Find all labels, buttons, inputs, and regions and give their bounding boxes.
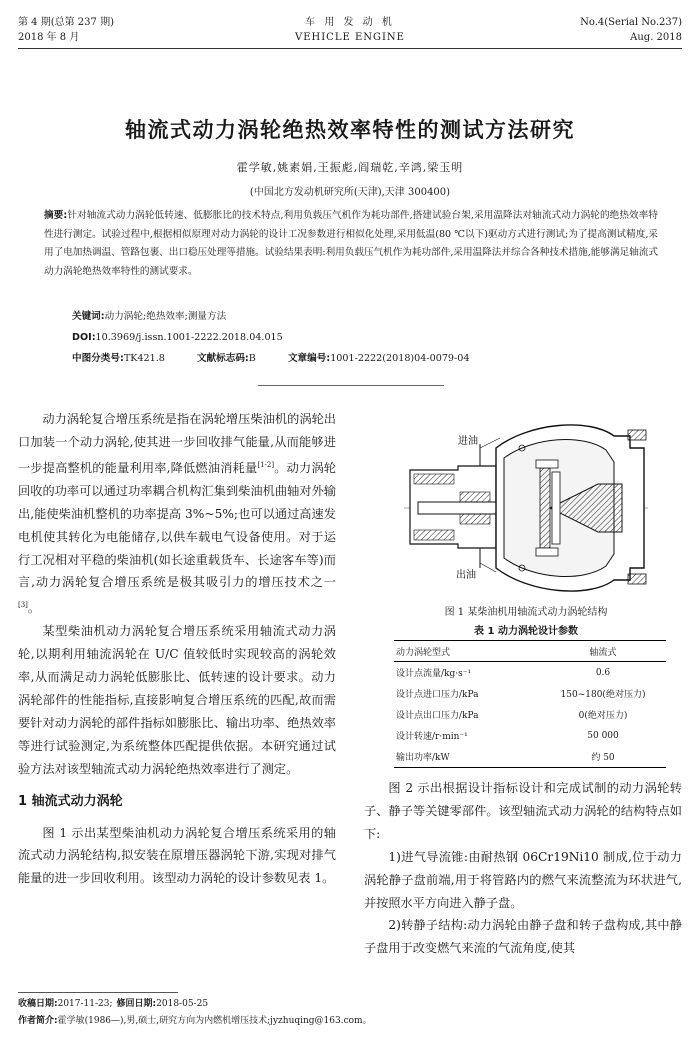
right-paragraph-1: 图 2 示出根据设计指标设计和完成试制的动力涡轮转子、静子等关键零部件。该型轴流式动力涡轮的结构特点如下: — [364, 781, 682, 841]
table-cell: 约 50 — [540, 746, 666, 768]
blade-lower — [536, 548, 558, 556]
design-parameters-table — [394, 640, 666, 768]
abstract-text: 针对轴流式动力涡轮低转速、低膨胀比的技术特点,利用负载压气机作为耗功部件,搭建试验台架,采用温降法对轴流式动力涡轮的绝热效率特性进行测定。试验过程中,根据相似原理对动力涡轮的设计工况参数进行相似化处理,采用低温(80 ℃以下)驱动方式进行测试;为了提高测试精度,采用了电加热调温、管路包裹、出口稳压处理等措施。试验结果表明:利用负载压气机作为耗功部件,采用温降法并综合各种技术措施,能够满足轴流式动力涡轮绝热效率特性的测试要求。 — [44, 210, 658, 277]
table-cell: 设计点进口压力/kPa — [396, 690, 479, 700]
oil-inlet-label: 进油 — [458, 436, 478, 447]
table-cell: 150~180(绝对压力) — [560, 690, 646, 700]
citation-1-2: [1-2] — [257, 460, 275, 469]
housing-wall-bottom — [414, 530, 454, 540]
received-label: 收稿日期: — [18, 999, 58, 1009]
table-row — [394, 704, 666, 725]
table-cell: 轴流式 — [540, 641, 666, 662]
table-cell: 设计点出口压力/kPa — [396, 711, 479, 721]
p1-text-c: 。 — [27, 601, 41, 616]
right-paragraph-2: 1)进气导流锥:由耐热钢 06Cr19Ni10 制成,位于动力涡轮静子盘前端,用于将管路内的燃气来流整流为环状进气,并按照水平方向进入静子盘。 — [364, 849, 682, 910]
section-heading-1: 1 轴流式动力涡轮 — [18, 793, 123, 809]
classification-line — [72, 352, 632, 366]
doi-label: DOI: — [72, 332, 96, 343]
right-paragraph-3: 2)转静子结构:动力涡轮由静子盘和转子盘构成,其中静子盘用于改变燃气来流的气流角度,使其 — [364, 918, 682, 956]
outlet-leader — [480, 563, 496, 572]
doi-text: 10.3969/j.issn.1001-2222.2018.04.015 — [95, 332, 283, 343]
stator-disk — [552, 472, 560, 544]
table-cell: 设计点流量/kg·s⁻¹ — [396, 669, 472, 679]
clc-value: TK421.8 — [123, 353, 165, 364]
keywords-line — [72, 310, 226, 324]
revised-label: 修回日期: — [116, 999, 157, 1009]
blade-upper — [536, 460, 558, 468]
citation-3: [3] — [18, 601, 28, 610]
received-date: 2017-11-23; — [57, 999, 113, 1009]
table-cell: 输出功率/kW — [394, 746, 540, 768]
intro-paragraph-1 — [18, 408, 336, 620]
header-serial: No.4(Serial No.237) — [580, 17, 682, 28]
paper-title: 轴流式动力涡轮绝热效率特性的测试方法研究 — [125, 118, 575, 142]
author-bio-line — [18, 1014, 372, 1029]
article-no-value: 1001-2222(2018)04-0079-04 — [330, 353, 470, 364]
received-line — [18, 997, 208, 1012]
intro-paragraph-2: 某型柴油机动力涡轮复合增压系统采用轴流式动力涡轮,以期利用轴流涡轮在 U/C 值较低时实现较高的涡轮效率,从而满足动力涡轮低膨胀比、低转速的设计要求。动力涡轮部件的性能指标,直接影响复合增压系统的匹配,故而需要针对动力涡轮的部件指标如膨胀比、输出功率、绝热效率等进行试验测定,为系统整体匹配提供依据。本研究通过试验方法对该型轴流式动力涡轮绝热效率进行了测定。 — [18, 624, 336, 776]
header-issue: 第 4 期(总第 237 期) — [18, 17, 114, 28]
housing-wall-top — [414, 474, 454, 484]
rotor-disk — [540, 468, 550, 548]
clc-label: 中图分类号: — [72, 353, 124, 364]
bearing-lower — [460, 514, 490, 524]
table-cell: 0(绝对压力) — [578, 711, 628, 721]
table-cell: 0.6 — [595, 667, 611, 678]
keywords-text: 动力涡轮;绝热效率;测量方法 — [104, 311, 227, 322]
table-row — [394, 746, 666, 768]
table-1-caption: 表 1 动力涡轮设计参数 — [474, 626, 578, 637]
p1-text-a: 动力涡轮复合增压系统是指在涡轮增压柴油机的涡轮出口加装一个动力涡轮,使其进一步回收排气能量,从而能够进一步提高整机的能量利用率,降低燃油消耗量 — [18, 412, 336, 475]
author-bio-label: 作者简介: — [18, 1016, 58, 1026]
header-journal-cn: 车 用 发 动 机 — [305, 17, 395, 28]
table-cell: 动力涡轮型式 — [394, 641, 540, 662]
header-journal-en: VEHICLE ENGINE — [294, 32, 405, 43]
keywords-label: 关键词: — [72, 311, 105, 322]
header-rule — [18, 48, 682, 49]
footnote-rule — [18, 992, 178, 993]
table-cell: 设计转速/r·min⁻¹ — [396, 732, 468, 742]
left-column — [18, 408, 336, 890]
author-bio-text: 霍学敏(1986—),男,硕士,研究方向为内燃机增压技术;jyzhuqing@163.com。 — [57, 1016, 372, 1026]
figure-1-caption: 图 1 某柴油机用轴流式动力涡轮结构 — [444, 607, 608, 618]
revised-date: 2018-05-25 — [156, 999, 209, 1009]
table-row — [394, 662, 666, 684]
author-list: 霍学敏,姚素娟,王振彪,阎瑞乾,辛鸿,梁玉明 — [236, 161, 464, 174]
doc-code-label: 文献标志码: — [196, 353, 249, 364]
flange-lower — [628, 574, 646, 584]
flange-upper — [628, 430, 646, 440]
abstract — [44, 207, 658, 281]
bearing-upper — [460, 492, 490, 502]
p1-text-b: 。动力涡轮回收的功率可以通过功率耦合机构汇集到柴油机曲轴对外输出,能使柴油机整机的功率提高 3%~5%;也可以通过高速发电机使其转化为电能储存,以供车载电气设备使用。对于运行工况相对平稳的柴油机(如长途重载货车、长途客车等)而言,动力涡轮复合增压系统是极其吸引力的增压技术之一 — [18, 460, 337, 590]
table-row — [394, 725, 666, 746]
affiliation: (中国北方发动机研究所(天津),天津 300400) — [249, 187, 451, 198]
table-header-row — [394, 641, 666, 662]
doi-line — [72, 331, 283, 345]
turbine-structure-figure — [400, 408, 652, 596]
oil-outlet-label: 出油 — [456, 570, 476, 581]
table-cell: 50 000 — [587, 730, 619, 741]
abstract-label: 摘要: — [44, 210, 68, 221]
doc-code-value: B — [248, 353, 256, 364]
table-row — [394, 683, 666, 704]
right-column — [364, 777, 682, 960]
header-date-en: Aug. 2018 — [630, 32, 682, 43]
article-no-label: 文章编号: — [287, 353, 331, 364]
abstract-separator — [258, 385, 444, 386]
header-date: 2018 年 8 月 — [18, 32, 80, 43]
section1-paragraph: 图 1 示出某型柴油机动力涡轮复合增压系统采用的轴流式动力涡轮结构,拟安装在原增压器涡轮下游,实现对排气能量的进一步回收利用。该型动力涡轮的设计参数见表 1。 — [18, 825, 336, 886]
